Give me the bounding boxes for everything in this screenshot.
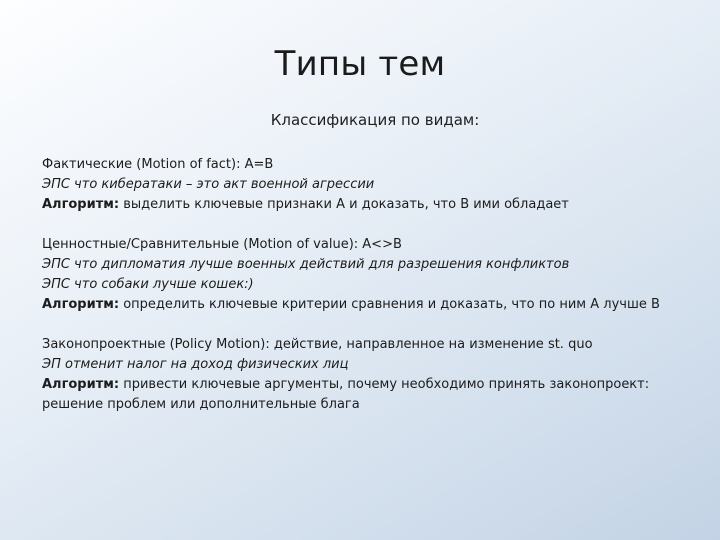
- section-heading: Законопроектные (Policy Motion): действие, направленное на изменение st. quo: [42, 337, 593, 352]
- section-value: [42, 235, 702, 315]
- algorithm-text: привести ключевые аргументы, почему необходимо принять законопроект: решение проблем или дополнительные блага: [42, 377, 650, 412]
- example-motion: ЭПС что кибератаки – это акт военной агрессии: [42, 177, 375, 192]
- algorithm-line: [42, 195, 702, 215]
- algorithm-text: выделить ключевые признаки А и доказать, что В ими обладает: [119, 197, 569, 212]
- section-policy: [42, 335, 702, 415]
- section-heading: Ценностные/Сравнительные (Motion of value): A<>B: [42, 237, 402, 252]
- algorithm-label: Алгоритм:: [42, 197, 120, 212]
- section-fact: [42, 155, 702, 215]
- example-motion: ЭПС что дипломатия лучше военных действий для разрешения конфликтов: [42, 257, 570, 272]
- slide-title: Типы тем: [274, 44, 446, 84]
- algorithm-label: Алгоритм:: [42, 297, 120, 312]
- algorithm-line: [42, 375, 702, 415]
- example-motion: ЭПС что собаки лучше кошек:): [42, 277, 254, 292]
- algorithm-line: [42, 295, 702, 315]
- algorithm-text: определить ключевые критерии сравнения и доказать, что по ним А лучше В: [119, 297, 660, 312]
- section-heading: Фактические (Motion of fact): A=B: [42, 157, 274, 172]
- example-motion: ЭП отменит налог на доход физических лиц: [42, 357, 349, 372]
- algorithm-label: Алгоритм:: [42, 377, 120, 392]
- slide-subtitle: Классификация по видам:: [270, 111, 480, 129]
- slide-content: [42, 155, 702, 435]
